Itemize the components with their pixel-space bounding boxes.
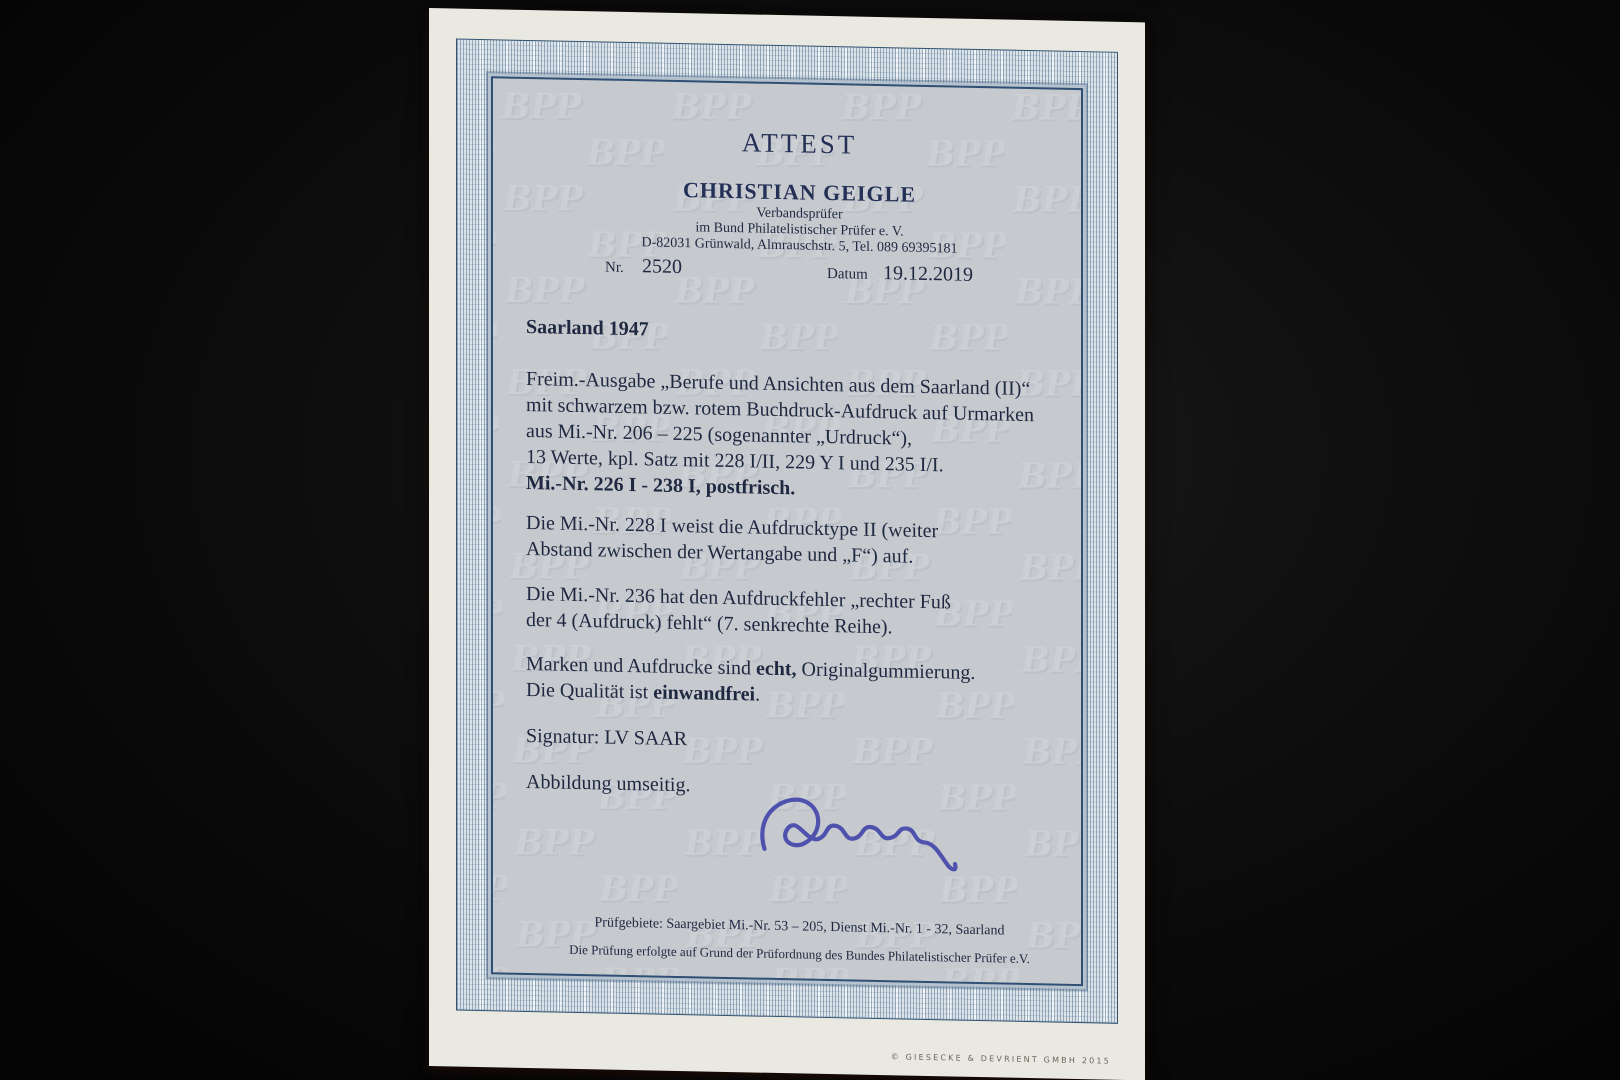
examiner-name: CHRISTIAN GEIGLE: [682, 177, 916, 207]
para4-line1-bold: echt,: [755, 657, 797, 681]
para1-line-3: aus Mi.-Nr. 206 – 225 (sogenannter „Urdruck“),: [526, 419, 913, 450]
para2-line-2: Abstand zwischen der Wertangabe und „F“) auf.: [526, 537, 914, 568]
signatur-line: Signatur: LV SAAR: [526, 724, 688, 751]
abbildung-line: Abbildung umseitig.: [526, 770, 691, 797]
date-label: Datum: [827, 265, 868, 283]
nr-value: 2520: [642, 255, 682, 279]
certificate-field: [491, 76, 1083, 986]
address-line: D-82031 Grünwald, Almrauschstr. 5, Tel. 089 69395181: [641, 235, 958, 257]
para4-line1-post: Originalgummierung.: [796, 658, 976, 684]
association-line: im Bund Philatelistischer Prüfer e. V.: [695, 220, 904, 240]
para4-line-2: [526, 677, 760, 708]
pruefgebiete-line: Prüfgebiete: Saargebiet Mi.-Nr. 53 – 205, Dienst Mi.-Nr. 1 - 32, Saarland: [594, 915, 1005, 939]
para1-line-1: Freim.-Ausgabe „Berufe und Ansichten aus dem Saarland (II)“: [526, 367, 1031, 401]
pruefordnung-line: Die Prüfung erfolgte auf Grund der Prüfordnung des Bundes Philatelistischer Prüfer e.V.: [569, 941, 1030, 967]
para4-line2-bold: einwandfrei: [653, 681, 756, 706]
certificate-content: [493, 78, 1081, 984]
para1-line-4: 13 Werte, kpl. Satz mit 228 I/II, 229 Y I und 235 I/I.: [526, 445, 944, 477]
para3-line-2: der 4 (Aufdruck) fehlt“ (7. senkrechte Reihe).: [526, 608, 893, 639]
date-value: 19.12.2019: [883, 262, 973, 286]
nr-label: Nr.: [605, 259, 624, 276]
printer-imprint: © GIESECKE & DEVRIENT GMBH 2015: [890, 1052, 1111, 1066]
para4-line2-post: .: [755, 683, 761, 706]
para3-line-1: Die Mi.-Nr. 236 hat den Aufdruckfehler „rechter Fuß: [526, 582, 951, 614]
para2-line-1: Die Mi.-Nr. 228 I weist die Aufdrucktype II (weiter: [526, 511, 939, 543]
attest-title: ATTEST: [741, 127, 858, 160]
examiner-role: Verbandsprüfer: [756, 205, 843, 223]
subject-heading: Saarland 1947: [526, 315, 649, 341]
signature-scrawl: [748, 783, 958, 887]
para4-line1-pre: Marken und Aufdrucke sind: [526, 652, 756, 680]
para1-line-2: mit schwarzem bzw. rotem Buchdruck-Aufdruck auf Urmarken: [526, 393, 1034, 427]
para4-line2-pre: Die Qualität ist: [526, 678, 654, 704]
para1-bold-conclusion: Mi.-Nr. 226 I - 238 I, postfrisch.: [526, 471, 796, 500]
guilloche-border-frame: [456, 39, 1118, 1024]
certificate-paper: [429, 8, 1145, 1080]
